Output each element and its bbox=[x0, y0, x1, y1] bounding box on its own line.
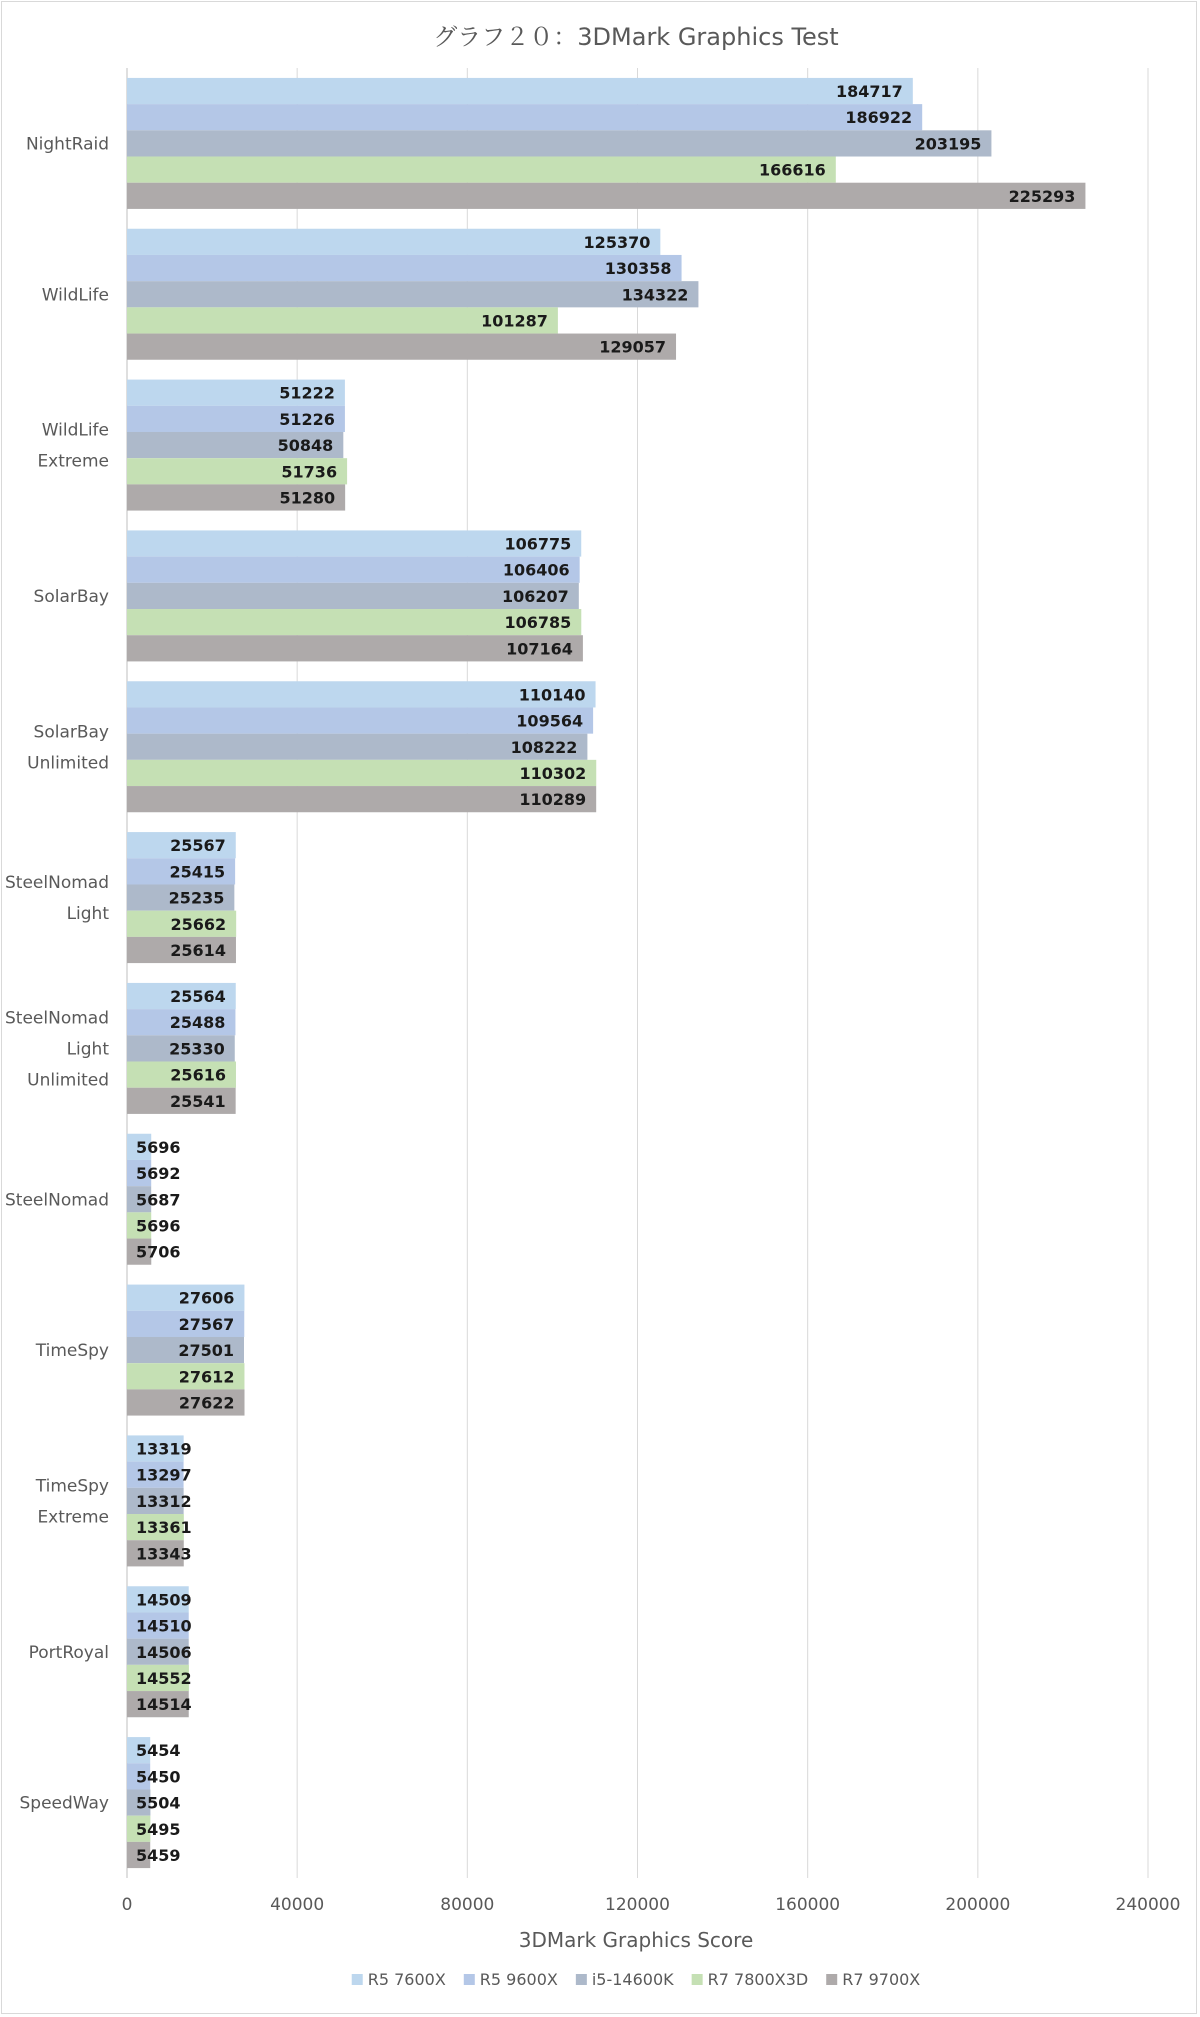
data-label: 225293 bbox=[1008, 186, 1076, 206]
data-label: 25235 bbox=[168, 888, 225, 908]
data-label: 27501 bbox=[178, 1341, 234, 1361]
legend-swatch bbox=[576, 1974, 587, 1985]
data-label: 106775 bbox=[504, 534, 572, 554]
chart-title: グラフ２０：3DMark Graphics Test bbox=[433, 23, 839, 51]
data-label: 107164 bbox=[506, 639, 573, 659]
data-label: 166616 bbox=[759, 160, 826, 180]
x-tick-label: 120000 bbox=[605, 1895, 670, 1915]
data-label: 5450 bbox=[136, 1767, 181, 1787]
value-axis bbox=[122, 1895, 1181, 1915]
legend-label: R5 9600X bbox=[479, 1970, 558, 1989]
data-label: 110140 bbox=[518, 685, 586, 705]
data-label: 50848 bbox=[277, 436, 334, 456]
data-label: 14506 bbox=[136, 1642, 192, 1662]
data-label: 5504 bbox=[136, 1793, 181, 1813]
data-label: 109564 bbox=[516, 711, 584, 731]
data-label: 14509 bbox=[136, 1590, 192, 1610]
data-label: 5706 bbox=[136, 1242, 181, 1262]
data-label: 5454 bbox=[136, 1741, 181, 1761]
bar bbox=[127, 255, 682, 281]
data-label: 5692 bbox=[136, 1164, 181, 1184]
category-label: Extreme bbox=[37, 451, 109, 472]
category-label: TimeSpy bbox=[35, 1476, 109, 1497]
legend-label: R5 7600X bbox=[367, 1970, 446, 1989]
legend-label: i5-14600K bbox=[591, 1970, 674, 1989]
category-label: NightRaid bbox=[25, 134, 109, 155]
data-label: 106406 bbox=[502, 560, 570, 580]
x-tick-label: 240000 bbox=[1115, 1895, 1181, 1915]
data-label: 203195 bbox=[914, 134, 982, 154]
data-label: 27606 bbox=[178, 1288, 235, 1308]
data-label: 51736 bbox=[281, 462, 338, 482]
data-label: 13361 bbox=[136, 1518, 192, 1538]
category-label: Unlimited bbox=[27, 1070, 109, 1091]
x-tick-label: 160000 bbox=[775, 1895, 841, 1915]
data-label: 51226 bbox=[279, 409, 335, 429]
data-label: 13297 bbox=[136, 1465, 192, 1485]
data-label: 13319 bbox=[136, 1439, 192, 1459]
data-label: 5459 bbox=[136, 1845, 181, 1865]
x-tick-label: 0 bbox=[121, 1895, 133, 1915]
data-label: 25488 bbox=[169, 1013, 226, 1033]
data-label: 14552 bbox=[136, 1668, 192, 1688]
data-label: 14514 bbox=[136, 1695, 192, 1715]
data-label: 25662 bbox=[170, 914, 227, 934]
category-label: PortRoyal bbox=[28, 1642, 109, 1663]
data-label: 186922 bbox=[845, 108, 913, 128]
legend bbox=[352, 1970, 921, 1989]
data-label: 51222 bbox=[279, 383, 335, 403]
category-label: Light bbox=[66, 904, 109, 925]
data-label: 129057 bbox=[599, 337, 667, 357]
data-label: 27622 bbox=[178, 1393, 235, 1413]
bar bbox=[127, 104, 922, 130]
data-label: 110302 bbox=[519, 763, 587, 783]
data-label: 51280 bbox=[279, 488, 336, 508]
category-label: WildLife bbox=[41, 285, 109, 306]
category-label: SteelNomad bbox=[5, 1008, 109, 1029]
category-label: SteelNomad bbox=[5, 873, 109, 894]
data-label: 125370 bbox=[583, 232, 651, 252]
data-label: 25614 bbox=[170, 940, 226, 960]
bar bbox=[127, 183, 1085, 209]
category-label: SolarBay bbox=[33, 586, 109, 607]
data-label: 101287 bbox=[481, 311, 548, 331]
data-label: 13312 bbox=[136, 1491, 192, 1511]
data-label: 184717 bbox=[836, 82, 903, 102]
data-label: 108222 bbox=[510, 737, 578, 757]
bar bbox=[127, 334, 676, 360]
category-axis bbox=[5, 134, 109, 1813]
legend-swatch bbox=[826, 1974, 837, 1985]
x-axis-title: 3DMark Graphics Score bbox=[518, 1928, 754, 1952]
category-label: WildLife bbox=[41, 420, 109, 441]
category-label: Extreme bbox=[37, 1507, 109, 1528]
bar bbox=[127, 281, 698, 307]
legend-swatch bbox=[352, 1974, 363, 1985]
legend-label: R7 7800X3D bbox=[707, 1970, 809, 1989]
data-label: 27612 bbox=[178, 1367, 235, 1387]
data-label: 25541 bbox=[169, 1091, 226, 1111]
bar bbox=[127, 130, 991, 156]
legend-swatch bbox=[464, 1974, 475, 1985]
data-label: 134322 bbox=[621, 285, 689, 305]
bar bbox=[127, 229, 660, 255]
data-label: 25567 bbox=[170, 836, 226, 856]
data-label: 25616 bbox=[170, 1065, 226, 1085]
category-label: SpeedWay bbox=[19, 1793, 109, 1814]
data-label: 25330 bbox=[169, 1039, 225, 1059]
category-label: SteelNomad bbox=[5, 1190, 109, 1211]
data-label: 106207 bbox=[502, 586, 569, 606]
data-label: 5495 bbox=[136, 1819, 181, 1839]
data-label: 25415 bbox=[169, 862, 226, 882]
category-label: Light bbox=[66, 1039, 109, 1060]
data-label: 5696 bbox=[136, 1137, 181, 1157]
data-label: 25564 bbox=[170, 987, 226, 1007]
category-label: Unlimited bbox=[27, 753, 109, 774]
bar bbox=[127, 157, 836, 183]
legend-label: R7 9700X bbox=[842, 1970, 921, 1989]
data-label: 5687 bbox=[136, 1190, 181, 1210]
data-label: 5696 bbox=[136, 1216, 181, 1236]
data-label: 14510 bbox=[136, 1616, 192, 1636]
legend-swatch bbox=[692, 1974, 703, 1985]
x-tick-label: 40000 bbox=[270, 1895, 325, 1915]
data-label: 27567 bbox=[178, 1314, 235, 1334]
x-tick-label: 80000 bbox=[440, 1895, 495, 1915]
data-label: 13343 bbox=[136, 1544, 192, 1564]
bar bbox=[127, 78, 913, 104]
data-label: 106785 bbox=[504, 613, 572, 633]
category-label: SolarBay bbox=[33, 722, 109, 743]
category-label: TimeSpy bbox=[35, 1341, 109, 1362]
x-tick-label: 200000 bbox=[945, 1895, 1011, 1915]
data-label: 130358 bbox=[604, 259, 672, 279]
data-label: 110289 bbox=[519, 790, 587, 810]
